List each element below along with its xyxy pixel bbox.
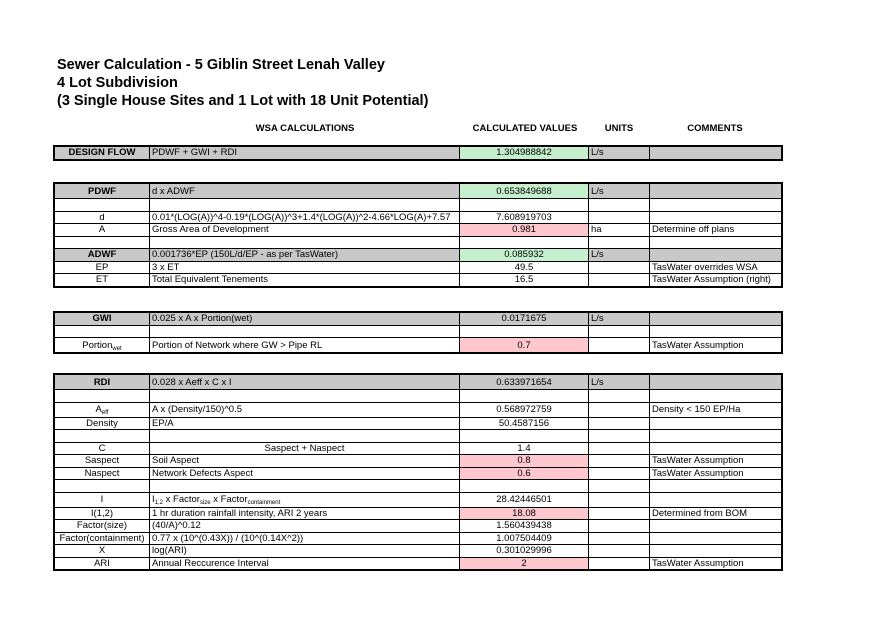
pdwf-table (54, 183, 782, 287)
row-value: 0.085932 (460, 249, 589, 262)
rdi-table (54, 374, 782, 570)
row-comment: TasWater Assumption (650, 338, 782, 353)
row-value: 0.6 (460, 467, 589, 480)
row-comment: Density < 150 EP/Ha (650, 402, 782, 417)
row-value: 0.8 (460, 455, 589, 468)
row-formula: log(ARI) (150, 545, 460, 558)
row-value: 0.633971654 (460, 375, 589, 390)
row-value: 7.608919703 (460, 211, 589, 224)
row-value: 0.0171675 (460, 313, 589, 326)
row-comment: TasWater Assumption (right) (650, 274, 782, 287)
table-row (55, 430, 782, 443)
row-formula: Total Equivalent Tenements (150, 274, 460, 287)
page-subtitle: 4 Lot Subdivision (57, 75, 178, 91)
row-label: Naspect (55, 467, 150, 480)
row-formula: 3 x ET (150, 261, 460, 274)
page-title: Sewer Calculation - 5 Giblin Street Lenah Valley (57, 57, 385, 73)
row-comment: Determined from BOM (650, 507, 782, 520)
row-comment: Determine off plans (650, 224, 782, 237)
table-row (55, 492, 782, 507)
row-value: 1.007504409 (460, 532, 589, 545)
row-formula: Soil Aspect (150, 455, 460, 468)
table-row (55, 249, 782, 262)
row-formula: Annual Reccurence Interval (150, 557, 460, 570)
row-label: DESIGN FLOW (55, 147, 150, 160)
row-label: Saspect (55, 455, 150, 468)
row-value: 2 (460, 557, 589, 570)
table-row (55, 184, 782, 199)
row-value: 0.981 (460, 224, 589, 237)
row-label: RDI (55, 375, 150, 390)
table-row (55, 467, 782, 480)
header-calculated-values: CALCULATED VALUES (472, 123, 578, 134)
header-wsa-calculations: WSA CALCULATIONS (255, 123, 355, 134)
row-formula: 0.001736*EP (150L/d/EP - as per TasWater) (150, 249, 460, 262)
header-units: UNITS (604, 123, 634, 134)
row-formula: $I_{1,2}$ x Factor$_{size}$ x Factor$_{containment}$ (150, 492, 460, 507)
row-label: X (55, 545, 150, 558)
table-row (55, 375, 782, 390)
row-value: 0.568972759 (460, 402, 589, 417)
row-formula: (40/A)^0.12 (150, 520, 460, 533)
design-flow-table (54, 146, 782, 160)
row-formula: 0.028 x Aeff x C x I (150, 375, 460, 390)
table-row (55, 480, 782, 493)
row-unit: L/s (589, 313, 650, 326)
row-formula: 1 hr duration rainfall intensity, ARI 2 years (150, 507, 460, 520)
table-row (55, 236, 782, 249)
row-value: 18.08 (460, 507, 589, 520)
table-row (55, 545, 782, 558)
row-formula: Portion of Network where GW > Pipe RL (150, 338, 460, 353)
row-formula: EP/A (150, 417, 460, 430)
table-row (55, 211, 782, 224)
table-row (55, 147, 782, 160)
table-row (55, 338, 782, 353)
gwi-table (54, 312, 782, 353)
row-label: C (55, 442, 150, 455)
row-label: EP (55, 261, 150, 274)
row-formula: A x (Density/150)^0.5 (150, 402, 460, 417)
row-comment: TasWater Assumption (650, 467, 782, 480)
row-unit: L/s (589, 249, 650, 262)
row-value: 49.5 (460, 261, 589, 274)
row-formula: 0.025 x A x Portion(wet) (150, 313, 460, 326)
row-formula: 0.01*(LOG(A))^4-0.19*(LOG(A))^3+1.4*(LOG(A))^2-4.66*LOG(A)+7.57 (150, 211, 460, 224)
row-label: A (55, 224, 150, 237)
row-label: Portion$_{wet}$ (55, 338, 150, 353)
row-label: Density (55, 417, 150, 430)
row-unit: L/s (589, 147, 650, 160)
table-row (55, 313, 782, 326)
row-label: $A_{eff}$ (55, 402, 150, 417)
row-value: 0.301029996 (460, 545, 589, 558)
table-row (55, 507, 782, 520)
row-label: d (55, 211, 150, 224)
row-label: PDWF (55, 184, 150, 199)
row-label: Factor(containment) (55, 532, 150, 545)
row-unit: L/s (589, 184, 650, 199)
row-value: 1.4 (460, 442, 589, 455)
table-row (55, 520, 782, 533)
row-comment: TasWater overrides WSA (650, 261, 782, 274)
row-unit: ha (589, 224, 650, 237)
table-row (55, 442, 782, 455)
row-label: I (55, 492, 150, 507)
row-value: 0.653849688 (460, 184, 589, 199)
row-comment (650, 147, 782, 160)
table-row (55, 402, 782, 417)
row-value: 16.5 (460, 274, 589, 287)
table-row (55, 532, 782, 545)
page-subtitle-detail: (3 Single House Sites and 1 Lot with 18 Unit Potential) (57, 93, 429, 109)
table-row (55, 261, 782, 274)
row-label: ARI (55, 557, 150, 570)
row-formula: d x ADWF (150, 184, 460, 199)
table-row (55, 199, 782, 212)
table-row (55, 390, 782, 403)
row-value: 50.4587156 (460, 417, 589, 430)
row-label: I(1,2) (55, 507, 150, 520)
table-row (55, 557, 782, 570)
table-row (55, 325, 782, 338)
row-label: GWI (55, 313, 150, 326)
header-comments: COMMENTS (687, 123, 743, 134)
table-row (55, 417, 782, 430)
row-comment: TasWater Assumption (650, 557, 782, 570)
row-formula: Saspect + Naspect (150, 442, 460, 455)
row-formula: PDWF + GWI + RDI (150, 147, 460, 160)
row-value: 1.304988842 (460, 147, 589, 160)
table-row (55, 274, 782, 287)
row-formula: Gross Area of Development (150, 224, 460, 237)
row-formula: Network Defects Aspect (150, 467, 460, 480)
row-label: ADWF (55, 249, 150, 262)
table-row (55, 455, 782, 468)
row-label: ET (55, 274, 150, 287)
row-value: 28.42446501 (460, 492, 589, 507)
row-value: 1.560439438 (460, 520, 589, 533)
row-unit: L/s (589, 375, 650, 390)
row-comment: TasWater Assumption (650, 455, 782, 468)
row-formula: 0.77 x (10^(0.43X)) / (10^(0.14X^2)) (150, 532, 460, 545)
row-label: Factor(size) (55, 520, 150, 533)
table-row (55, 224, 782, 237)
row-comment (650, 184, 782, 199)
row-value: 0.7 (460, 338, 589, 353)
